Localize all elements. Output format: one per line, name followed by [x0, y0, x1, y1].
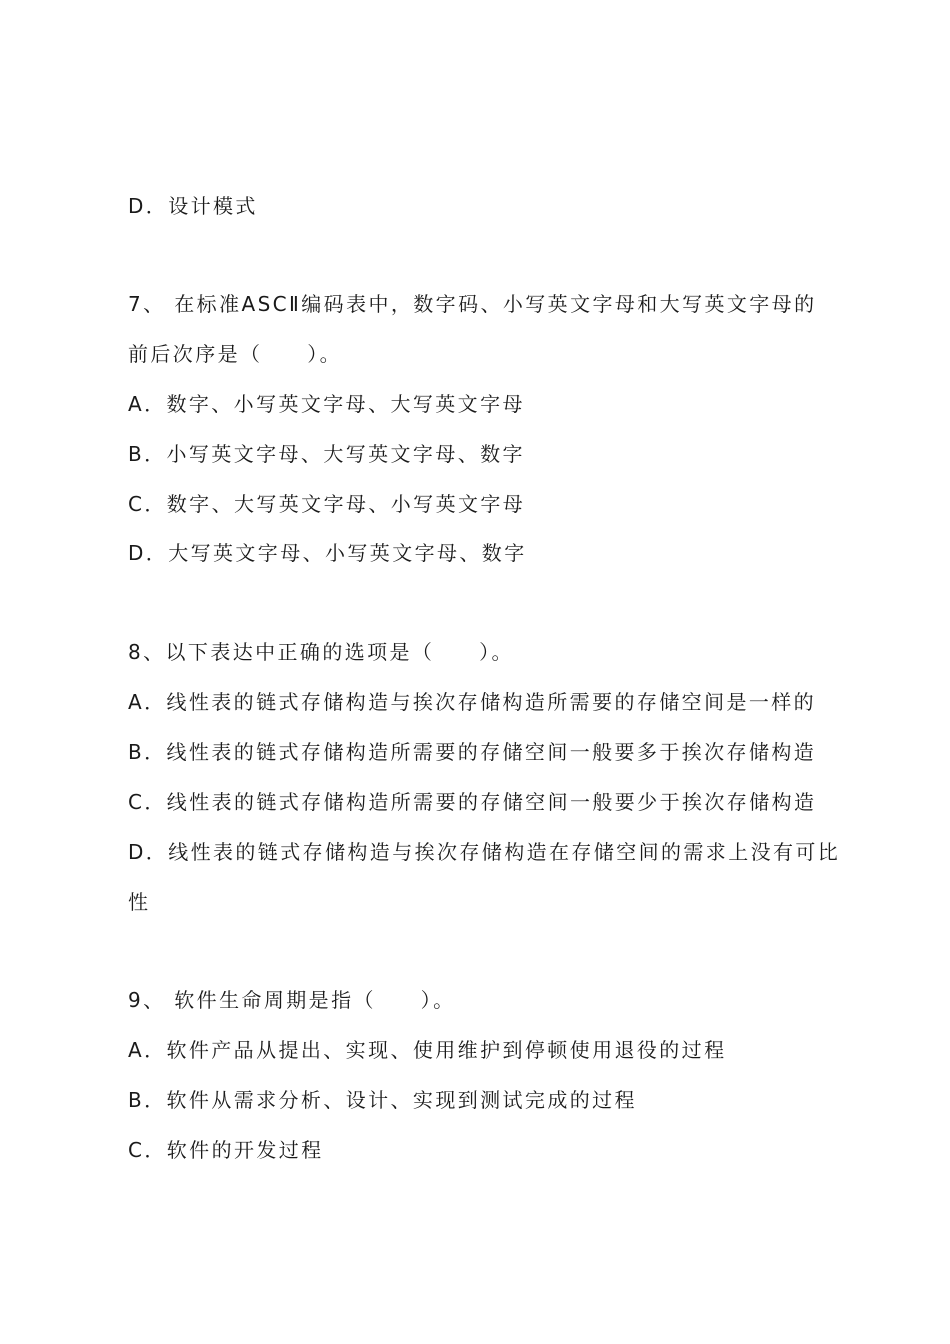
- question-9-stem: 9、 软件生命周期是指（ ）。: [128, 988, 456, 1012]
- question-8-option-b: B．线性表的链式存储构造所需要的存储空间一般要多于挨次存储构造: [128, 740, 817, 764]
- question-8-stem: 8、以下表达中正确的选项是（ ）。: [128, 640, 514, 664]
- option-d-prev: D．设计模式: [128, 194, 258, 218]
- question-7-stem: 7、 在标准ASCⅡ编码表中，数字码、小写英文字母和大写英文字母的: [128, 292, 817, 316]
- question-7-stem-continued: 前后次序是（ ）。: [128, 342, 342, 366]
- question-7-option-d: D．大写英文字母、小写英文字母、数字: [128, 541, 527, 565]
- question-7-option-a: A．数字、小写英文字母、大写英文字母: [128, 392, 525, 416]
- question-8-option-c: C．线性表的链式存储构造所需要的存储空间一般要少于挨次存储构造: [128, 790, 817, 814]
- question-8-option-d-continued: 性: [128, 890, 151, 914]
- question-9-option-c: C．软件的开发过程: [128, 1138, 324, 1162]
- question-9-option-b: B．软件从需求分析、设计、实现到测试完成的过程: [128, 1088, 637, 1112]
- question-9-option-a: A．软件产品从提出、实现、使用维护到停顿使用退役的过程: [128, 1038, 727, 1062]
- question-7-option-c: C．数字、大写英文字母、小写英文字母: [128, 492, 526, 516]
- question-8-option-d: D．线性表的链式存储构造与挨次存储构造在存储空间的需求上没有可比: [128, 840, 841, 864]
- question-8-option-a: A．线性表的链式存储构造与挨次存储构造所需要的存储空间是一样的: [128, 690, 817, 714]
- question-7-option-b: B．小写英文字母、大写英文字母、数字: [128, 442, 525, 466]
